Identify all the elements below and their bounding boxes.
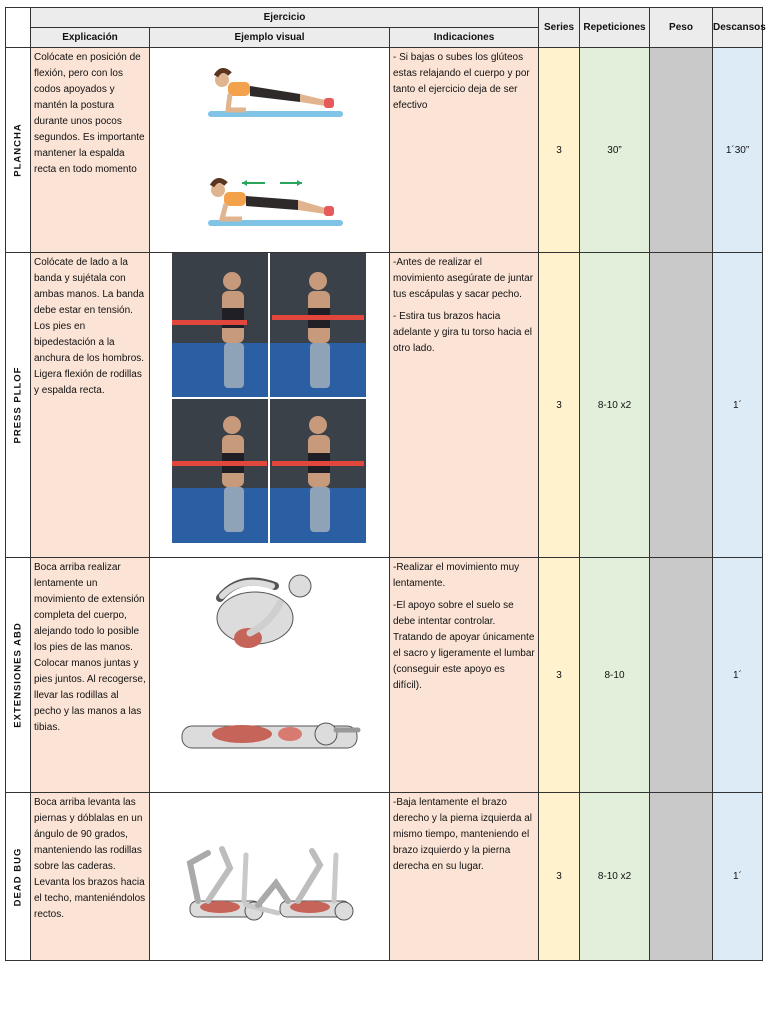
ab-extension-illustration [150,558,388,791]
descansos-cell: 1´ [713,793,763,961]
indicaciones-cell [390,558,539,793]
header-ejemplo-visual: Ejemplo visual [150,28,390,48]
dead-bug-illustration [150,793,388,959]
series-cell: 3 [539,558,580,793]
plank-illustration [150,48,388,251]
series-cell: 3 [539,253,580,558]
descansos-cell: 1´ [713,558,763,793]
row-label: EXTENSIONES ABD [12,622,24,728]
row-label-cell [6,253,31,558]
visual-example-dead-bug [150,793,390,961]
series-cell: 3 [539,793,580,961]
header-indicaciones: Indicaciones [390,28,539,48]
indicacion-text: -Antes de realizar el movimiento asegúrate de juntar tus escápulas y sacar pecho. [393,257,534,300]
table-row-extensiones-abd [6,558,763,793]
peso-cell [650,253,713,558]
row-label: DEAD BUG [12,847,24,906]
indicacion-text: -Baja lentamente el brazo derecho y la pierna izquierda al mismo tiempo, manteniendo el brazo izquierdo y la pierna derecha en su lugar. [393,797,532,872]
peso-cell [650,558,713,793]
repeticiones-cell: 8-10 [580,558,650,793]
explicacion-cell: Boca arriba realizar lentamente un movimiento de extensión completa del cuerpo, alejando todo lo posible los pies de las manos. Colocar manos juntas y pies juntos. Al recogerse, llevar las rodillas al pecho y las manos a las tibias. [31,558,150,793]
table-row-press-pllof [6,253,763,558]
corner-cell [6,8,31,48]
header-descansos: Descansos [713,8,763,48]
table-row-dead-bug [6,793,763,961]
repeticiones-cell: 8-10 x2 [580,793,650,961]
row-label: PRESS PLLOF [12,366,24,444]
row-label-cell [6,558,31,793]
indicacion-text: - Si bajas o subes los glúteos estas relajando el cuerpo y por tanto el ejercicio deja de ser efectivo [393,52,530,111]
explicacion-cell: Boca arriba levanta las piernas y dóblalas en un ángulo de 90 grados, manteniendo las rodillas sobre las caderas. Levanta los brazos hacia el techo, manteniéndolos rectos. [31,793,150,961]
peso-cell [650,793,713,961]
explicacion-cell: Colócate en posición de flexión, pero con los codos apoyados y mantén la postura durante unos pocos segundos. Es importante mantener la espalda recta en todo momento [31,48,150,253]
indicaciones-cell [390,253,539,558]
table-row-plancha [6,48,763,253]
header-peso: Peso [650,8,713,48]
group-header-ejercicio: Ejercicio [31,8,539,28]
row-label-cell [6,48,31,253]
descansos-cell: 1´30” [713,48,763,253]
header-series: Series [539,8,580,48]
header-repeticiones: Repeticiones [580,8,650,48]
visual-example-extensiones-abd [150,558,390,793]
row-label: PLANCHA [12,123,24,177]
repeticiones-cell: 30” [580,48,650,253]
press-pallof-photo-grid [150,253,388,556]
descansos-cell: 1´ [713,253,763,558]
header-explicacion: Explicación [31,28,150,48]
repeticiones-cell: 8-10 x2 [580,253,650,558]
visual-example-press-pllof [150,253,390,558]
indicacion-text: -Realizar el movimiento muy lentamente. [393,562,520,589]
visual-example-plancha [150,48,390,253]
peso-cell [650,48,713,253]
indicacion-text: -El apoyo sobre el suelo se debe intentar controlar. Tratando de apoyar únicamente el sacro y ligeramente el lumbar (conseguir este apoyo es difícil). [393,600,535,691]
exercise-table [5,7,766,961]
indicacion-text: - Estira tus brazos hacia adelante y gira tu torso hacia el otro lado. [393,311,532,354]
indicaciones-cell [390,48,539,253]
row-label-cell [6,793,31,961]
series-cell: 3 [539,48,580,253]
indicaciones-cell [390,793,539,961]
explicacion-cell: Colócate de lado a la banda y sujétala con ambas manos. La banda debe estar en tensión. Los pies en bipedestación a la anchura de los hombros. Ligera flexión de rodillas y espalda recta. [31,253,150,558]
